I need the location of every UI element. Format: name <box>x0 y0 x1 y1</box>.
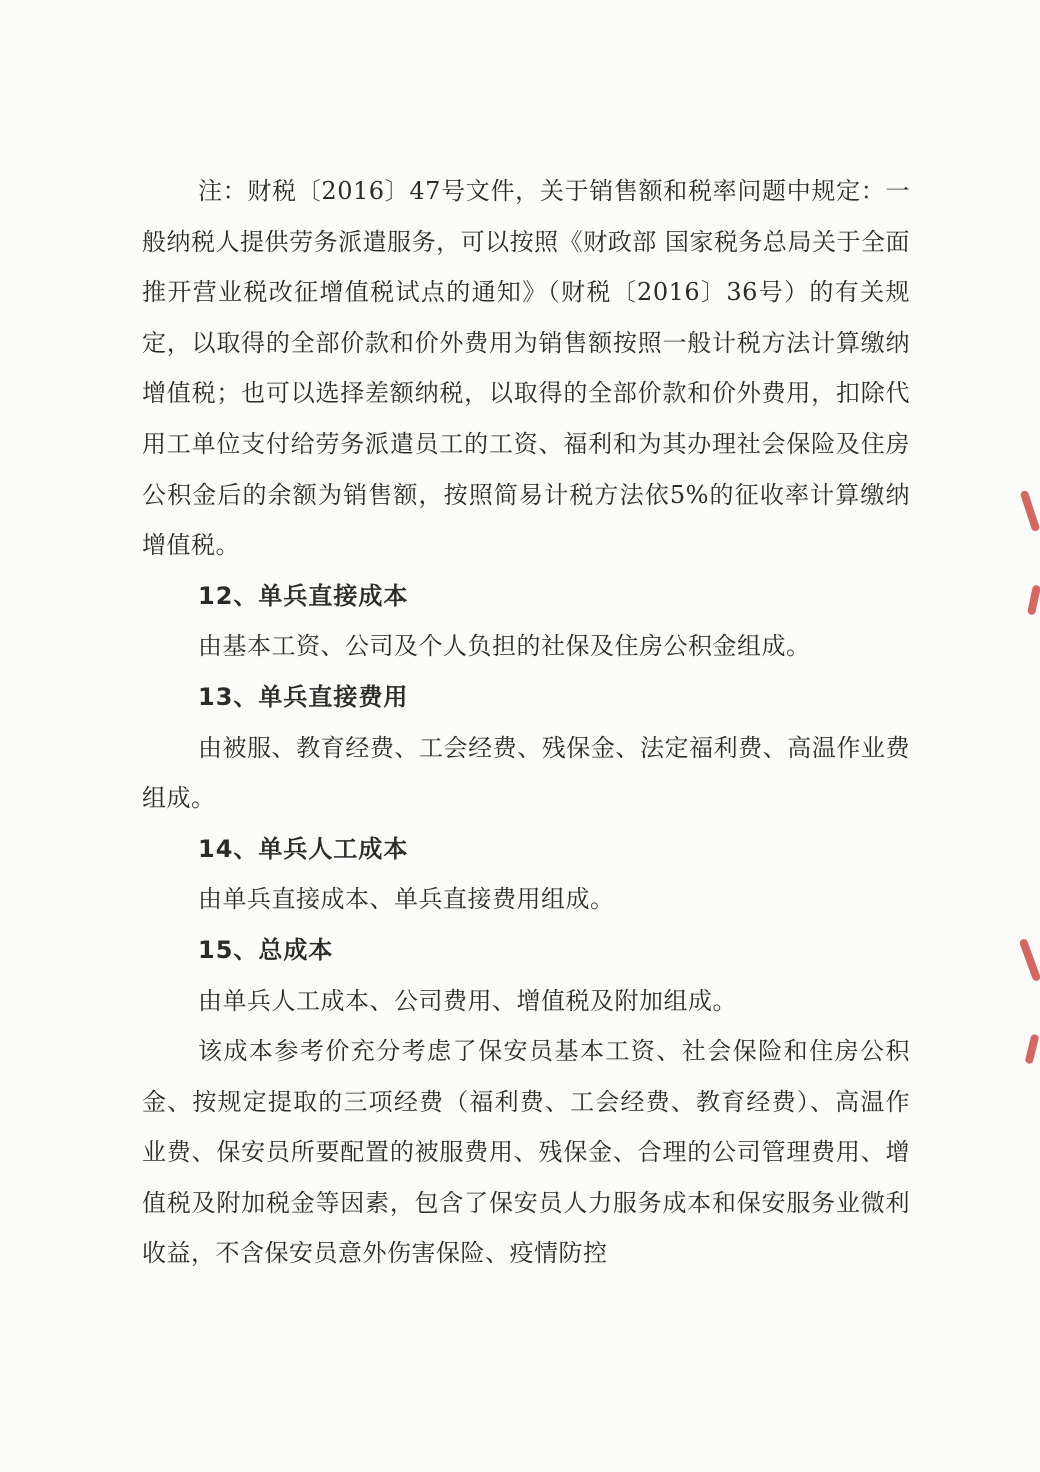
document-body <box>142 166 910 1279</box>
section-12-heading: 12、单兵直接成本 <box>198 581 409 610</box>
section-12-body: 由基本工资、公司及个人负担的社保及住房公积金组成。 <box>198 632 811 661</box>
seal-edge-mark <box>1020 490 1040 532</box>
seal-edge-mark <box>1027 584 1040 615</box>
section-14-body: 由单兵直接成本、单兵直接费用组成。 <box>198 885 615 914</box>
section-13-body: 由被服、教育经费、工会经费、残保金、法定福利费、高温作业费组成。 <box>142 733 910 813</box>
section-15-heading: 15、总成本 <box>198 935 334 964</box>
seal-edge-mark <box>1019 938 1040 982</box>
section-13-heading: 13、单兵直接费用 <box>198 682 409 711</box>
closing-paragraph: 该成本参考价充分考虑了保安员基本工资、社会保险和住房公积金、按规定提取的三项经费（福利费、工会经费、教育经费）、高温作业费、保安员所要配置的被服费用、残保金、合理的公司管理费用、增值税及附加税金等因素，包含了保安员人力服务成本和保安服务业微利收益，不含保安员意外伤害保险、疫情防控 <box>142 1037 910 1268</box>
seal-edge-mark <box>1024 1033 1039 1064</box>
section-14-heading: 14、单兵人工成本 <box>198 834 409 863</box>
section-15-body: 由单兵人工成本、公司费用、增值税及附加组成。 <box>198 986 737 1015</box>
note-paragraph: 注：财税〔2016〕47号文件，关于销售额和税率问题中规定：一般纳税人提供劳务派遣服务，可以按照《财政部 国家税务总局关于全面推开营业税改征增值税试点的通知》（财税〔2016〕36号）的有关规定，以取得的全部价款和价外费用为销售额按照一般计税方法计算缴纳增值税；也可以选择差额纳税，以取得的全部价款和价外费用，扣除代用工单位支付给劳务派遣员工的工资、福利和为其办理社会保险及住房公积金后的余额为销售额，按照简易计税方法依5%的征收率计算缴纳增值税。 <box>142 177 910 560</box>
